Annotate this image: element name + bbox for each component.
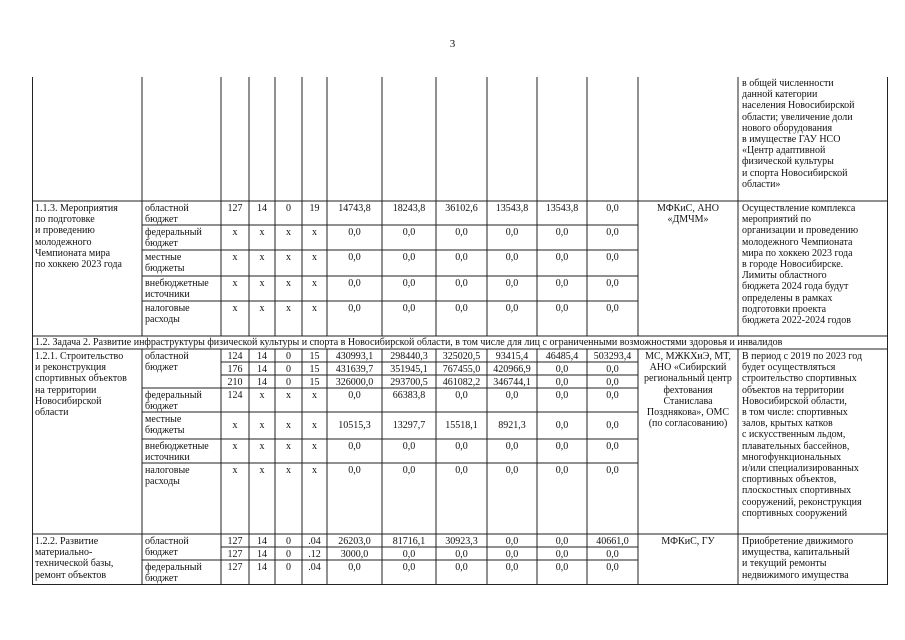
measure-executor: МС, МЖКХиЭ, МТ, АНО «Сибирский региональный центр фехтования Станислава Позднякова», ОМС (по согласованию) bbox=[644, 351, 732, 430]
amount-cell: 10515,3 bbox=[338, 420, 371, 431]
amount-cell: 0,0 bbox=[402, 278, 416, 289]
amount-cell: 0,0 bbox=[402, 549, 416, 560]
amount-cell: 0,0 bbox=[606, 441, 619, 452]
amount-cell: 0,0 bbox=[348, 390, 361, 401]
amount-cell: 36102,6 bbox=[445, 203, 478, 214]
amount-cell: 0,0 bbox=[606, 278, 619, 289]
amount-cell: 14743,8 bbox=[338, 203, 371, 214]
amount-cell: 26203,0 bbox=[338, 536, 371, 547]
amount-cell: 0,0 bbox=[606, 203, 619, 214]
amount-cell: 346744,1 bbox=[493, 377, 531, 388]
budget-source: налоговые расходы bbox=[145, 303, 190, 326]
amount-cell: 0,0 bbox=[505, 536, 519, 547]
amount-cell: 0,0 bbox=[402, 252, 416, 263]
amount-cell: 0,0 bbox=[505, 390, 519, 401]
amount-cell: 0,0 bbox=[348, 252, 361, 263]
amount-cell: 13543,8 bbox=[495, 203, 529, 214]
amount-cell: 0,0 bbox=[555, 536, 569, 547]
budget-code-cell: 0 bbox=[286, 549, 291, 560]
amount-cell: 0,0 bbox=[505, 549, 519, 560]
budget-code-cell: x bbox=[259, 420, 265, 431]
budget-code-cell: 127 bbox=[227, 203, 243, 214]
budget-code-cell: x bbox=[232, 252, 238, 263]
amount-cell: 0,0 bbox=[455, 278, 468, 289]
budget-code-cell: x bbox=[259, 227, 265, 238]
budget-source: федеральный бюджет bbox=[145, 562, 202, 585]
amount-cell: 326000,0 bbox=[335, 377, 374, 388]
amount-cell: 0,0 bbox=[606, 252, 619, 263]
amount-cell: 0,0 bbox=[505, 227, 519, 238]
budget-code-cell: 14 bbox=[257, 203, 267, 214]
amount-cell: 0,0 bbox=[455, 390, 468, 401]
measure-executor: МФКиС, ГУ bbox=[661, 536, 715, 547]
budget-source: внебюджетные источники bbox=[145, 441, 209, 464]
amount-cell: 0,0 bbox=[606, 562, 619, 573]
amount-cell: 431639,7 bbox=[335, 364, 374, 375]
budget-code-cell: x bbox=[286, 227, 291, 238]
amount-cell: 30923,3 bbox=[445, 536, 478, 547]
budget-source: федеральный бюджет bbox=[145, 227, 202, 250]
amount-cell: 0,0 bbox=[606, 390, 619, 401]
amount-cell: 18243,8 bbox=[392, 203, 426, 214]
amount-cell: 0,0 bbox=[505, 465, 519, 476]
budget-source: местные бюджеты bbox=[145, 252, 185, 275]
budget-code-cell: x bbox=[312, 441, 317, 452]
measure-title: 1.2.1. Строительство и реконструкция спортивных объектов на территории Новосибирской области bbox=[35, 351, 127, 419]
budget-code-cell: x bbox=[259, 465, 265, 476]
amount-cell: 0,0 bbox=[555, 465, 569, 476]
budget-code-cell: x bbox=[259, 278, 265, 289]
amount-cell: 0,0 bbox=[555, 227, 569, 238]
amount-cell: 0,0 bbox=[555, 390, 569, 401]
continuation-note: в общей численности данной категории населения Новосибирской области; увеличение доли нового оборудования в имуществе ГАУ НСО «Центр адаптивной физической культуры и спорта Новосибирской области» bbox=[742, 78, 855, 190]
amount-cell: 0,0 bbox=[606, 420, 619, 431]
budget-code-cell: x bbox=[259, 303, 265, 314]
amount-cell: 0,0 bbox=[555, 303, 569, 314]
amount-cell: 461082,2 bbox=[442, 377, 481, 388]
amount-cell: 0,0 bbox=[505, 303, 519, 314]
budget-source: местные бюджеты bbox=[145, 414, 185, 437]
budget-code-cell: x bbox=[312, 465, 317, 476]
amount-cell: 0,0 bbox=[455, 549, 468, 560]
amount-cell: 0,0 bbox=[606, 549, 619, 560]
budget-code-cell: x bbox=[312, 303, 317, 314]
amount-cell: 0,0 bbox=[402, 441, 416, 452]
amount-cell: 0,0 bbox=[606, 227, 619, 238]
amount-cell: 0,0 bbox=[606, 364, 619, 375]
budget-code-cell: 0 bbox=[286, 364, 291, 375]
amount-cell: 503293,4 bbox=[593, 351, 632, 362]
budget-code-cell: x bbox=[259, 252, 265, 263]
budget-code-cell: 14 bbox=[257, 364, 267, 375]
budget-code-cell: x bbox=[312, 227, 317, 238]
budget-code-cell: x bbox=[286, 441, 291, 452]
budget-code-cell: x bbox=[312, 390, 317, 401]
amount-cell: 420966,9 bbox=[493, 364, 531, 375]
budget-code-cell: 124 bbox=[227, 390, 243, 401]
budget-code-cell: 127 bbox=[227, 536, 243, 547]
amount-cell: 0,0 bbox=[348, 278, 361, 289]
measure-note: Приобретение движимого имущества, капитальный и текущий ремонты недвижимого имущества bbox=[742, 536, 854, 581]
budget-code-cell: x bbox=[232, 441, 238, 452]
amount-cell: 15518,1 bbox=[445, 420, 478, 431]
amount-cell: 0,0 bbox=[455, 441, 468, 452]
budget-code-cell: x bbox=[259, 441, 265, 452]
amount-cell: 430993,1 bbox=[335, 351, 374, 362]
amount-cell: 0,0 bbox=[455, 227, 468, 238]
amount-cell: 0,0 bbox=[606, 465, 619, 476]
amount-cell: 0,0 bbox=[555, 420, 569, 431]
amount-cell: 0,0 bbox=[402, 303, 416, 314]
budget-code-cell: x bbox=[286, 278, 291, 289]
amount-cell: 0,0 bbox=[555, 252, 569, 263]
budget-code-cell: x bbox=[286, 420, 291, 431]
amount-cell: 0,0 bbox=[606, 303, 619, 314]
amount-cell: 0,0 bbox=[348, 465, 361, 476]
measure-note: В период с 2019 по 2023 год будет осуществляться строительство спортивных объектов на территории Новосибирской области, в том числе: спортивных залов, крытых катков с искусственным льдом, плавательных бассейнов, многофункциональных и/или специализированных спортивных объектов, плоскостных спортивных сооружений, реконструкция спортивных сооружений bbox=[742, 351, 863, 519]
amount-cell: 93415,4 bbox=[495, 351, 529, 362]
measure-executor: МФКиС, АНО «ДМЧМ» bbox=[656, 203, 720, 226]
amount-cell: 0,0 bbox=[402, 465, 416, 476]
amount-cell: 0,0 bbox=[348, 562, 361, 573]
amount-cell: 0,0 bbox=[455, 252, 468, 263]
amount-cell: 3000,0 bbox=[340, 549, 369, 560]
amount-cell: 8921,3 bbox=[498, 420, 526, 431]
budget-source: налоговые расходы bbox=[145, 465, 190, 488]
amount-cell: 0,0 bbox=[505, 278, 519, 289]
budget-code-cell: 0 bbox=[286, 203, 291, 214]
budget-code-cell: 19 bbox=[309, 203, 320, 214]
task-header: 1.2. Задача 2. Развитие инфраструктуры физической культуры и спорта в Новосибирской области, в том числе для лиц с ограниченными возможностями здоровья и инвалидов bbox=[35, 337, 783, 348]
amount-cell: 0,0 bbox=[555, 364, 569, 375]
budget-code-cell: 0 bbox=[286, 351, 291, 362]
budget-code-cell: 210 bbox=[227, 377, 243, 388]
budget-code-cell: 0 bbox=[286, 562, 291, 573]
amount-cell: 0,0 bbox=[348, 227, 361, 238]
amount-cell: 298440,3 bbox=[390, 351, 428, 362]
amount-cell: 0,0 bbox=[505, 441, 519, 452]
amount-cell: 293700,5 bbox=[390, 377, 428, 388]
budget-code-cell: x bbox=[312, 278, 317, 289]
page-number: 3 bbox=[449, 38, 456, 50]
budget-source: внебюджетные источники bbox=[145, 278, 209, 301]
budget-code-cell: x bbox=[312, 252, 317, 263]
measure-title: 1.1.3. Мероприятия по подготовке и проведению молодежного Чемпионата мира по хоккею 2023 года bbox=[35, 203, 122, 271]
budget-code-cell: 15 bbox=[309, 377, 320, 388]
amount-cell: 0,0 bbox=[348, 441, 361, 452]
amount-cell: 325020,5 bbox=[442, 351, 481, 362]
amount-cell: 0,0 bbox=[555, 441, 569, 452]
amount-cell: 66383,8 bbox=[392, 390, 426, 401]
budget-code-cell: x bbox=[286, 390, 291, 401]
amount-cell: 351945,1 bbox=[390, 364, 428, 375]
amount-cell: 0,0 bbox=[402, 562, 416, 573]
budget-code-cell: .12 bbox=[308, 549, 321, 560]
budget-code-cell: .04 bbox=[308, 562, 321, 573]
budget-code-cell: .04 bbox=[308, 536, 321, 547]
budget-code-cell: 14 bbox=[257, 562, 267, 573]
amount-cell: 0,0 bbox=[505, 252, 519, 263]
budget-code-cell: x bbox=[286, 303, 291, 314]
budget-code-cell: x bbox=[232, 227, 238, 238]
budget-code-cell: 15 bbox=[309, 364, 320, 375]
budget-code-cell: x bbox=[312, 420, 317, 431]
amount-cell: 0,0 bbox=[455, 303, 468, 314]
amount-cell: 0,0 bbox=[455, 465, 468, 476]
budget-code-cell: 124 bbox=[227, 351, 243, 362]
budget-code-cell: x bbox=[232, 278, 238, 289]
budget-code-cell: 0 bbox=[286, 377, 291, 388]
budget-code-cell: 176 bbox=[227, 364, 243, 375]
budget-code-cell: 14 bbox=[257, 351, 267, 362]
amount-cell: 13543,8 bbox=[545, 203, 579, 214]
amount-cell: 0,0 bbox=[606, 377, 619, 388]
budget-code-cell: x bbox=[232, 303, 238, 314]
budget-source: областной бюджет bbox=[145, 203, 189, 226]
amount-cell: 0,0 bbox=[555, 377, 569, 388]
budget-code-cell: 127 bbox=[227, 549, 243, 560]
budget-source: областной бюджет bbox=[145, 351, 189, 374]
budget-code-cell: 15 bbox=[309, 351, 320, 362]
measure-note: Осуществление комплекса мероприятий по организации и проведению молодежного Чемпионата мира по хоккею 2023 года в городе Новосибирске. Лимиты областного бюджета 2024 года будут определены в рамках подготовки проекта бюджета 2022-2024 годов bbox=[742, 203, 859, 327]
budget-source: федеральный бюджет bbox=[145, 390, 202, 413]
amount-cell: 0,0 bbox=[455, 562, 468, 573]
amount-cell: 46485,4 bbox=[545, 351, 579, 362]
amount-cell: 767455,0 bbox=[442, 364, 481, 375]
budget-source: областной бюджет bbox=[145, 536, 189, 559]
budget-code-cell: 0 bbox=[286, 536, 291, 547]
budget-code-cell: 127 bbox=[227, 562, 243, 573]
amount-cell: 0,0 bbox=[402, 227, 416, 238]
program-table bbox=[32, 77, 888, 585]
amount-cell: 0,0 bbox=[555, 549, 569, 560]
amount-cell: 40661,0 bbox=[596, 536, 629, 547]
amount-cell: 0,0 bbox=[505, 562, 519, 573]
amount-cell: 13297,7 bbox=[392, 420, 426, 431]
budget-code-cell: 14 bbox=[257, 377, 267, 388]
amount-cell: 0,0 bbox=[555, 278, 569, 289]
budget-code-cell: x bbox=[259, 390, 265, 401]
budget-code-cell: x bbox=[286, 465, 291, 476]
budget-code-cell: x bbox=[232, 465, 238, 476]
budget-code-cell: 14 bbox=[257, 536, 267, 547]
measure-title: 1.2.2. Развитие материально- технической базы, ремонт объектов bbox=[35, 536, 114, 581]
budget-code-cell: x bbox=[232, 420, 238, 431]
amount-cell: 0,0 bbox=[348, 303, 361, 314]
amount-cell: 81716,1 bbox=[392, 536, 426, 547]
amount-cell: 0,0 bbox=[555, 562, 569, 573]
budget-code-cell: x bbox=[286, 252, 291, 263]
budget-code-cell: 14 bbox=[257, 549, 267, 560]
